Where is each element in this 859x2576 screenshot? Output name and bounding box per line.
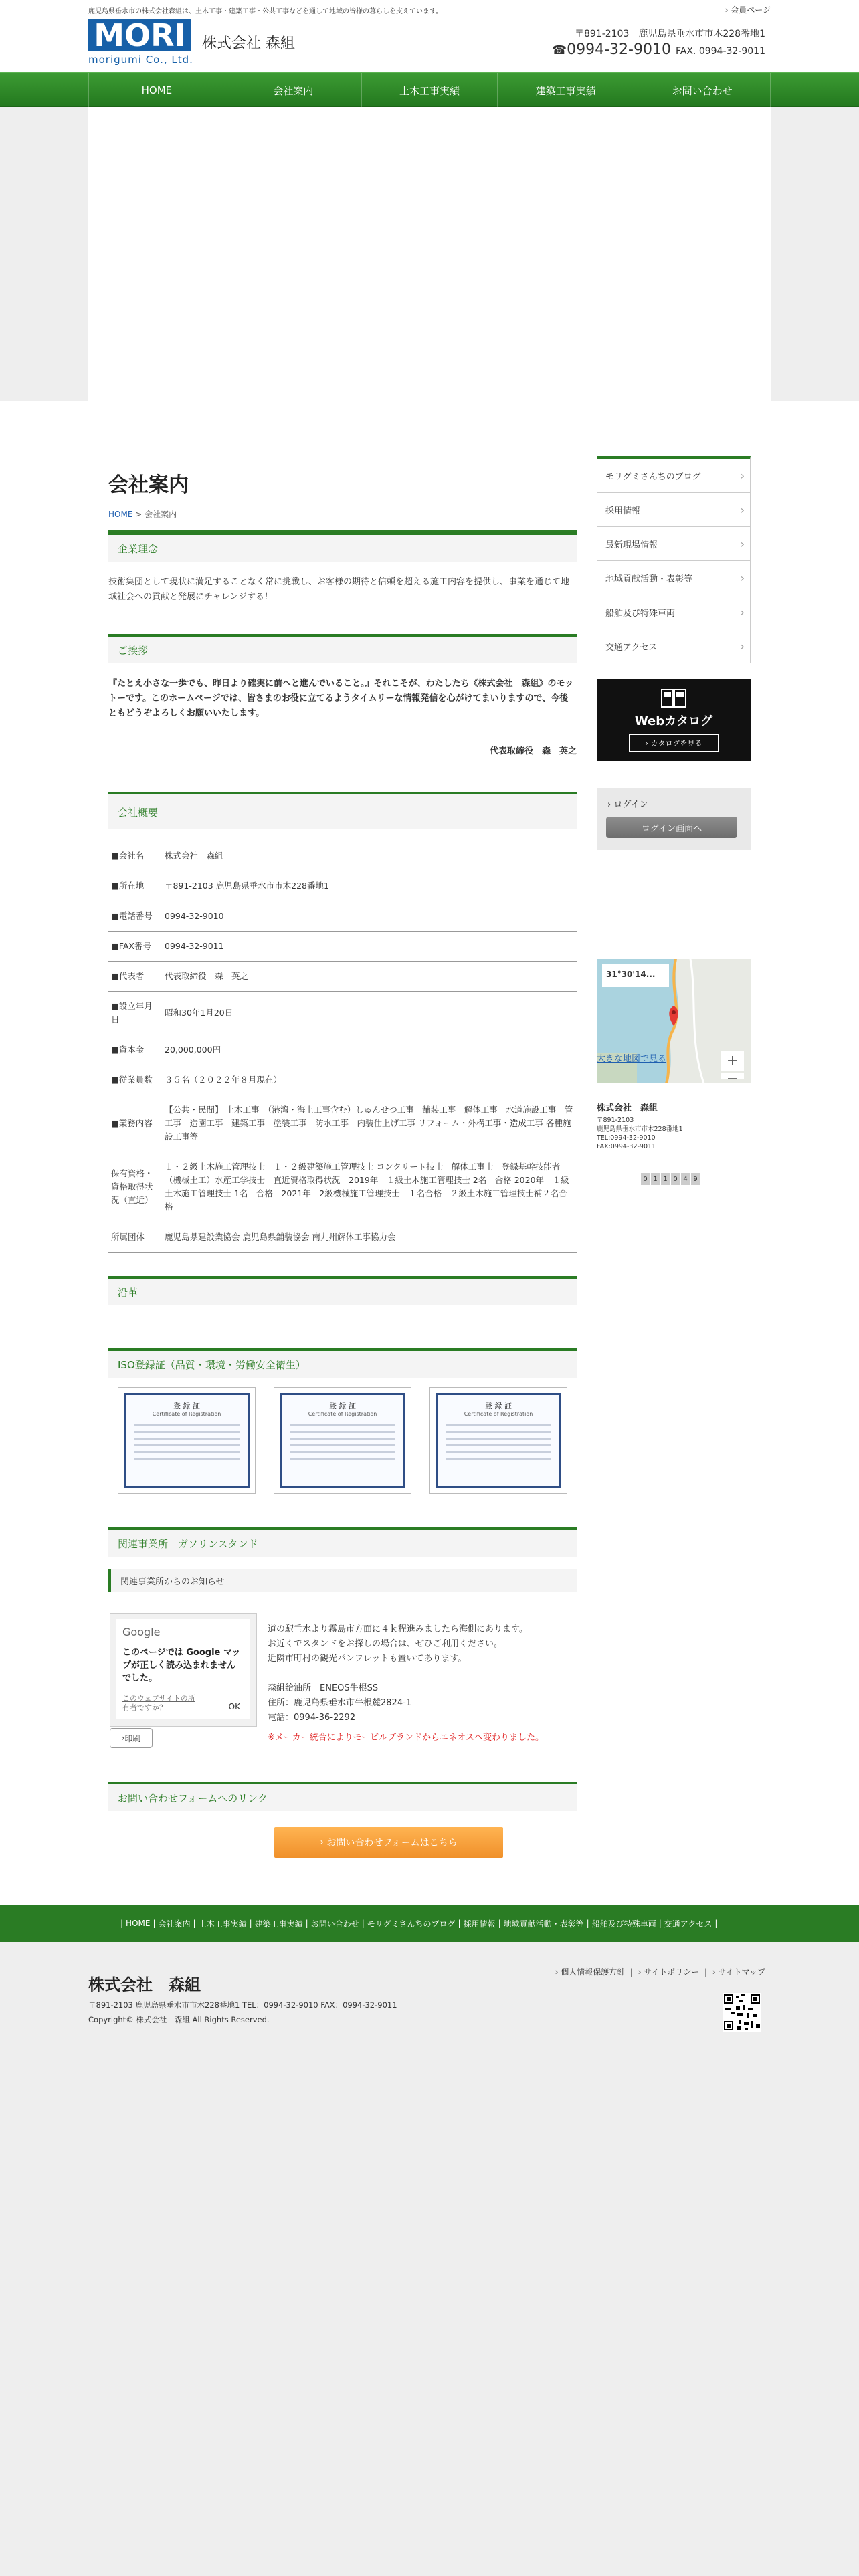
nav-company[interactable]: 会社案内 [225,73,362,108]
footer-nav-separator: | [120,1919,124,1928]
footer-nav-item[interactable]: お問い合わせ [310,1919,359,1929]
overview-value: 〒891-2103 鹿児島県垂水市市木228番地1 [162,871,577,901]
overview-key: 所属団体 [108,1222,162,1253]
brand-change-note: ※メーカー統合によりモービルブランドからエネオスへ変わりました。 [268,1733,544,1743]
map-error-message: このページでは Google マップが正しく読み込まれませんでした。 [122,1648,241,1683]
table-row [108,992,577,1035]
table-row [108,1065,577,1095]
contact-form-button[interactable]: › お問い合わせフォームはこちら [274,1827,503,1858]
map-owner-link[interactable]: このウェブサイトの所有者ですか？ [122,1694,195,1712]
chevron-right-icon: › [607,800,614,810]
sidebar-item-site-info[interactable]: 最新現場情報 › [597,527,750,561]
chevron-right-icon: › [320,1837,327,1848]
sidebar-menu [597,456,751,663]
svg-text:−: − [726,1071,739,1083]
footer-nav-separator: | [305,1919,308,1928]
catalog-button[interactable]: › カタログを見る [629,734,719,752]
privacy-link[interactable]: › 個人情報保護方針 [555,1967,626,1977]
sidebar [597,456,751,663]
google-logo: Google [122,1626,161,1638]
chevron-right-icon: › [725,5,731,15]
login-button[interactable]: ログイン画面へ [606,817,737,838]
iso-certificates [108,1378,577,1494]
global-nav [0,72,859,107]
qr-code-icon [723,1993,761,2032]
sidebar-item-vessels[interactable]: 船舶及び特殊車両 › [597,595,750,629]
footer-nav-separator: | [193,1919,196,1928]
overview-value: 0994-32-9011 [162,932,577,962]
footer-links: › 個人情報保護方針 | › サイトポリシー | › サイトマップ [555,1967,765,1977]
overview-value: 0994-32-9010 [162,901,577,932]
access-map[interactable] [597,959,751,1083]
section-history [108,1276,577,1305]
sidebar-item-community[interactable]: 地域貢献活動・表彰等 › [597,561,750,595]
overview-value: 代表取締役 森 英之 [162,962,577,992]
footer-nav-item[interactable]: 船舶及び特殊車両 [591,1919,656,1929]
sidebar-item-blog[interactable]: モリグミさんちのブログ › [597,459,750,493]
iso-certificate-image[interactable]: 登 録 証 Certificate of Registration [118,1387,256,1494]
logo[interactable] [88,19,195,67]
footer-nav-separator: | [586,1919,589,1928]
main-content [108,455,577,532]
footer-nav-separator: | [714,1919,718,1928]
footer-nav-item[interactable]: モリグミさんちのブログ [367,1919,456,1929]
footer-nav-separator: | [498,1919,501,1928]
logo-mark [88,19,191,51]
sidebar-item-access[interactable]: 交通アクセス › [597,629,750,663]
greeting-signature: 代表取締役 森 英之 [489,746,577,756]
footer-nav-item[interactable]: 地域貢献活動・表彰等 [503,1919,584,1929]
section-contact [108,1782,577,1811]
overview-value: １・２級土木施工管理技士 １・２級建築施工管理技士 コンクリート技士 解体工事士 登録基幹技能者（機械土工）水産工学技士 直近資格取得状況 2019年 １級土木施工管理技士 2名 合格 2020年 １級土木施工管理技士 1名 合格 2021年 2級機械施工管理技士 １名合格 ２級土木施工管理技士補２名合格 [162,1152,577,1222]
chevron-right-icon: › [645,738,651,748]
sitemap-link[interactable]: › サイトマップ [712,1967,765,1977]
table-row [108,1035,577,1065]
section-gas-station [108,1527,577,1768]
phone-icon: ☎ [551,43,567,58]
iso-certificate-image[interactable]: 登 録 証 Certificate of Registration [274,1387,411,1494]
logo-romaji: morigumi Co., Ltd. [88,53,193,66]
footer-nav-separator: | [458,1919,461,1928]
section-heading: 関連事業所 ガソリンスタンド [108,1527,577,1557]
chevron-right-icon: › [555,1967,561,1977]
overview-key: ■設立年月日 [108,992,162,1035]
gas-station-info: 道の駅垂水より霧島市方面に４ｋ程進みましたら海側にあります。 お近くでスタンドをお探しの場合は、ぜひご利用ください。 近隣市町村の観光パンフレットも置いてあります。 森組給油所 ENEOS牛根SS 住所：鹿児島県垂水市牛根麓2824-1 電話：0994-36-2292 ※メーカー統合によりモービルブランドからエネオスへ変わりました。 [268,1622,544,1745]
footer-address: 〒891-2103 鹿児島県垂水市市木228番地1 TEL：0994-32-9010 FAX：0994-32-9011 [88,2000,397,2010]
web-catalog-banner[interactable] [597,679,751,761]
chevron-right-icon: › [121,1733,125,1743]
footer-nav-separator: | [153,1919,156,1928]
iso-certificate-image[interactable]: 登 録 証 Certificate of Registration [430,1387,567,1494]
book-icon [661,689,686,708]
table-row [108,962,577,992]
footer-nav-separator: | [249,1919,252,1928]
chevron-right-icon: › [712,1967,719,1977]
footer-nav-separator: | [658,1919,662,1928]
nav-civil-works[interactable]: 土木工事実績 [362,73,498,108]
overview-key: ■資本金 [108,1035,162,1065]
page-title: 会社案内 [108,473,189,497]
section-heading: お問い合わせフォームへのリンク [108,1782,577,1811]
login-label: › ログイン [607,800,648,810]
overview-key: ■所在地 [108,871,162,901]
breadcrumb-home[interactable]: HOME [108,510,133,519]
catalog-title: Webカタログ [634,714,713,728]
overview-key: ■電話番号 [108,901,162,932]
chevron-right-icon: › [638,1967,644,1977]
overview-value: 株式会社 森組 [162,841,577,871]
section-heading: 企業理念 [108,532,577,562]
section-heading: 会社概要 [108,792,577,829]
section-philosophy [108,532,577,605]
overview-key: 保有資格・資格取得状況（直近） [108,1152,162,1222]
footer-company-name: 株式会社 森組 [88,1975,201,1994]
overview-key: ■業務内容 [108,1095,162,1152]
footer-nav-item[interactable]: HOME [126,1919,151,1928]
sidebar-company: 株式会社 森組 〒891-2103 鹿児島県垂水市市木228番地1 TEL:0994-32-9010 FAX:0994-32-9011 [597,1103,683,1150]
overview-value: 昭和30年1月20日 [162,992,577,1035]
overview-table [108,841,577,1253]
section-iso [108,1348,577,1494]
map-coordinate: 31°30'14... [602,964,669,987]
table-row [108,1152,577,1222]
table-row [108,932,577,962]
section-overview [108,792,577,1253]
overview-key: ■従業員数 [108,1065,162,1095]
overview-key: ■FAX番号 [108,932,162,962]
philosophy-text: 技術集団として現状に満足することなく常に挑戦し、お客様の期待と信頼を超える施工内容を提供し、事業を通じて地域社会への貢献と発展にチャレンジする！ [108,577,570,602]
gas-station-map[interactable] [110,1613,257,1727]
table-row [108,901,577,932]
sidebar-item-recruit[interactable]: 採用情報 › [597,493,750,527]
hero-image [88,107,771,401]
print-button[interactable]: › 印刷 [110,1728,153,1748]
header-tagline: 鹿児島県垂水市の株式会社森組は、土木工事・建築工事・公共工事などを通して地域の皆様の暮らしを支えています。 [88,8,443,15]
footer-nav-item[interactable]: 土木工事実績 [198,1919,247,1929]
greeting-text: 『たとえ小さな一歩でも、昨日より確実に前へと進んでいること。』それこそが、わたしたち《株式会社 森組》のモットーです。このホームページでは、皆さまのお役に立てるようタイムリーな情報発信を心がけてまいりますので、今後ともどうぞよろしくお願いいたします。 [108,679,574,718]
table-row [108,1222,577,1253]
overview-value: ３５名（２０２２年８月現在） [162,1065,577,1095]
large-map-link[interactable]: 大きな地図で見る [597,1054,667,1064]
svg-text:MORI: MORI [94,19,186,51]
footer-nav-item[interactable]: 会社案内 [158,1919,191,1929]
footer-nav-separator: | [361,1919,365,1928]
overview-key: ■会社名 [108,841,162,871]
header-address: 〒891-2103 鹿児島県垂水市市木228番地1 [574,29,765,39]
visitor-counter: 0 1 1 0 4 9 [641,1173,795,1185]
overview-key: ■代表者 [108,962,162,992]
map-ok-button[interactable]: OK [228,1702,240,1711]
overview-value: 【公共・民間】 土木工事 （港湾・海上工事含む）しゅんせつ工事 舗装工事 解体工事 水道施設工事 管工事 造園工事 建築工事 塗装工事 防水工事 内装仕上げ工事 リフォーム・外構工事・造成工事 各種施設工事等 [162,1095,577,1152]
site-policy-link[interactable]: › サイトポリシー [638,1967,700,1977]
table-row [108,1095,577,1152]
member-page-link[interactable]: › 会員ページ [725,5,771,15]
footer-nav-item[interactable]: 交通アクセス [664,1919,712,1929]
nav-building-works[interactable]: 建築工事実績 [498,73,634,108]
breadcrumb: HOME > 会社案内 [108,510,177,519]
footer-nav-item[interactable]: 建築工事実績 [254,1919,303,1929]
notice-heading: 関連事業所からのお知らせ [108,1569,577,1592]
footer-nav-item[interactable]: 採用情報 [463,1919,496,1929]
svg-text:+: + [726,1053,739,1069]
login-box [597,788,751,850]
table-row [108,871,577,901]
footer-copyright: Copyright© 株式会社 森組 All Rights Reserved. [88,2015,270,2024]
table-row [108,841,577,871]
footer-nav [0,1905,859,1942]
section-heading: ISO登録証（品質・環境・労働安全衛生） [108,1348,577,1378]
nav-home[interactable]: HOME [88,73,225,108]
section-heading: ご挨拶 [108,634,577,663]
header-company-name: 株式会社 森組 [202,35,295,52]
footer [0,1942,859,2576]
header-tel: ☎0994-32-9010 FAX. 0994-32-9011 [551,41,765,58]
nav-contact[interactable]: お問い合わせ [634,73,771,108]
overview-value: 鹿児島県建設業協会 鹿児島県舗装協会 南九州解体工事協力会 [162,1222,577,1253]
section-greeting [108,634,577,756]
section-heading: 沿革 [108,1276,577,1305]
overview-value: 20,000,000円 [162,1035,577,1065]
